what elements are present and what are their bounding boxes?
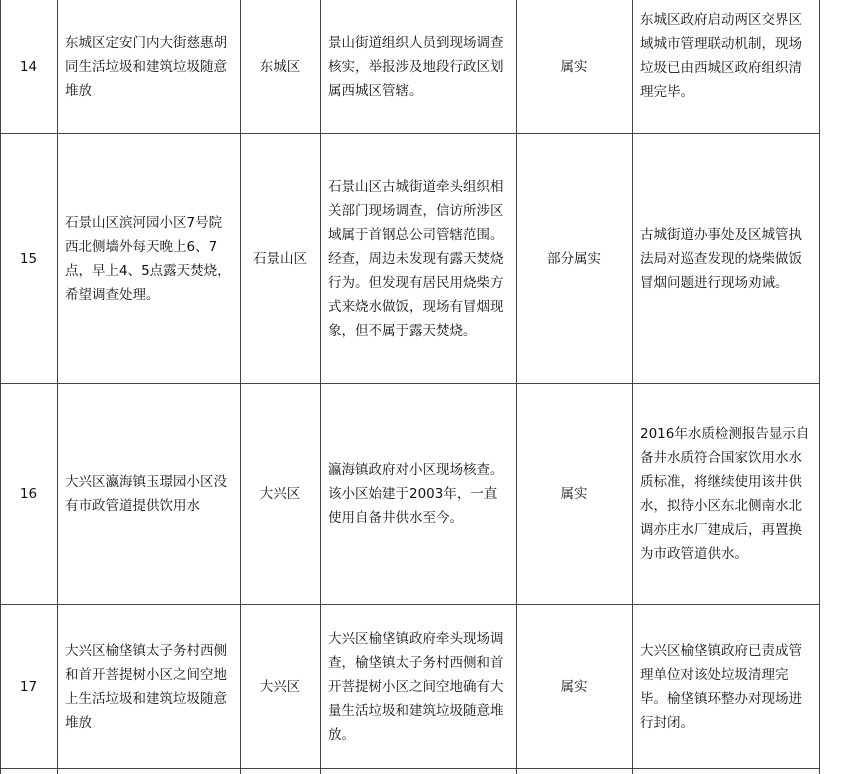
verdict: 属实 xyxy=(560,486,588,502)
verdict: 部分属实 xyxy=(547,250,601,267)
complaint-issue: 大兴区榆垡镇太子务村西侧和首开菩提树小区之间空地上生活垃圾和建筑垃圾随意堆放 xyxy=(65,642,227,731)
complaint-issue: 石景山区滨河园小区7号院西北侧墙外每天晚上6、7点，早上4、5点露天焚烧，希望调查处理。 xyxy=(65,214,231,303)
investigation-finding: 大兴区榆垡镇政府牵头现场调查，榆垡镇太子务村西侧和首开菩提树小区之间空地确有大量生活垃圾和建筑垃圾随意堆放。 xyxy=(328,630,504,743)
handling-result: 大兴区榆垡镇政府已责成管理单位对该处垃圾清理完毕。榆垡镇环整办对现场进行封闭。 xyxy=(640,642,802,731)
table-row-number: 14 xyxy=(19,58,38,75)
table-row-number: 17 xyxy=(19,678,38,695)
investigation-finding: 石景山区古城街道牵头组织相关部门现场调查，信访所涉区域属于首钢总公司管辖范围。经查，周边未发现有露天焚烧行为。但发现有居民用烧柴方式来烧水做饭，现场有冒烟现象，但不属于露天焚烧。 xyxy=(328,178,504,339)
district: 大兴区 xyxy=(259,486,301,502)
investigation-finding: 景山街道组织人员到现场调查核实，举报涉及地段行政区划属西城区管辖。 xyxy=(328,34,504,99)
grid-line xyxy=(819,0,820,774)
district: 石景山区 xyxy=(253,250,307,267)
verdict: 属实 xyxy=(560,58,588,75)
district: 东城区 xyxy=(259,58,301,75)
complaint-issue: 大兴区瀛海镇玉璟园小区没有市政管道提供饮用水 xyxy=(65,474,227,514)
investigation-finding: 瀛海镇政府对小区现场核查。该小区始建于2003年，一直使用自备井供水至今。 xyxy=(328,462,504,526)
verdict: 属实 xyxy=(560,678,588,695)
handling-result: 2016年水质检测报告显示自备井水质符合国家饮用水水质标准，将继续使用该井供水，拟待小区东北侧南水北调亦庄水厂建成后，再置换为市政管道供水。 xyxy=(640,426,810,562)
table-row-number: 16 xyxy=(19,486,38,502)
complaint-issue: 东城区定安门内大街慈惠胡同生活垃圾和建筑垃圾随意堆放 xyxy=(65,34,227,99)
handling-result: 古城街道办事处及区城管执法局对巡查发现的烧柴做饭冒烟问题进行现场劝诫。 xyxy=(640,226,802,291)
district: 大兴区 xyxy=(259,678,301,695)
handling-result: 东城区政府启动两区交界区域城市管理联动机制，现场垃圾已由西城区政府组织清理完毕。 xyxy=(640,12,802,100)
table-row-number: 15 xyxy=(19,250,38,267)
grid-line xyxy=(0,768,820,769)
